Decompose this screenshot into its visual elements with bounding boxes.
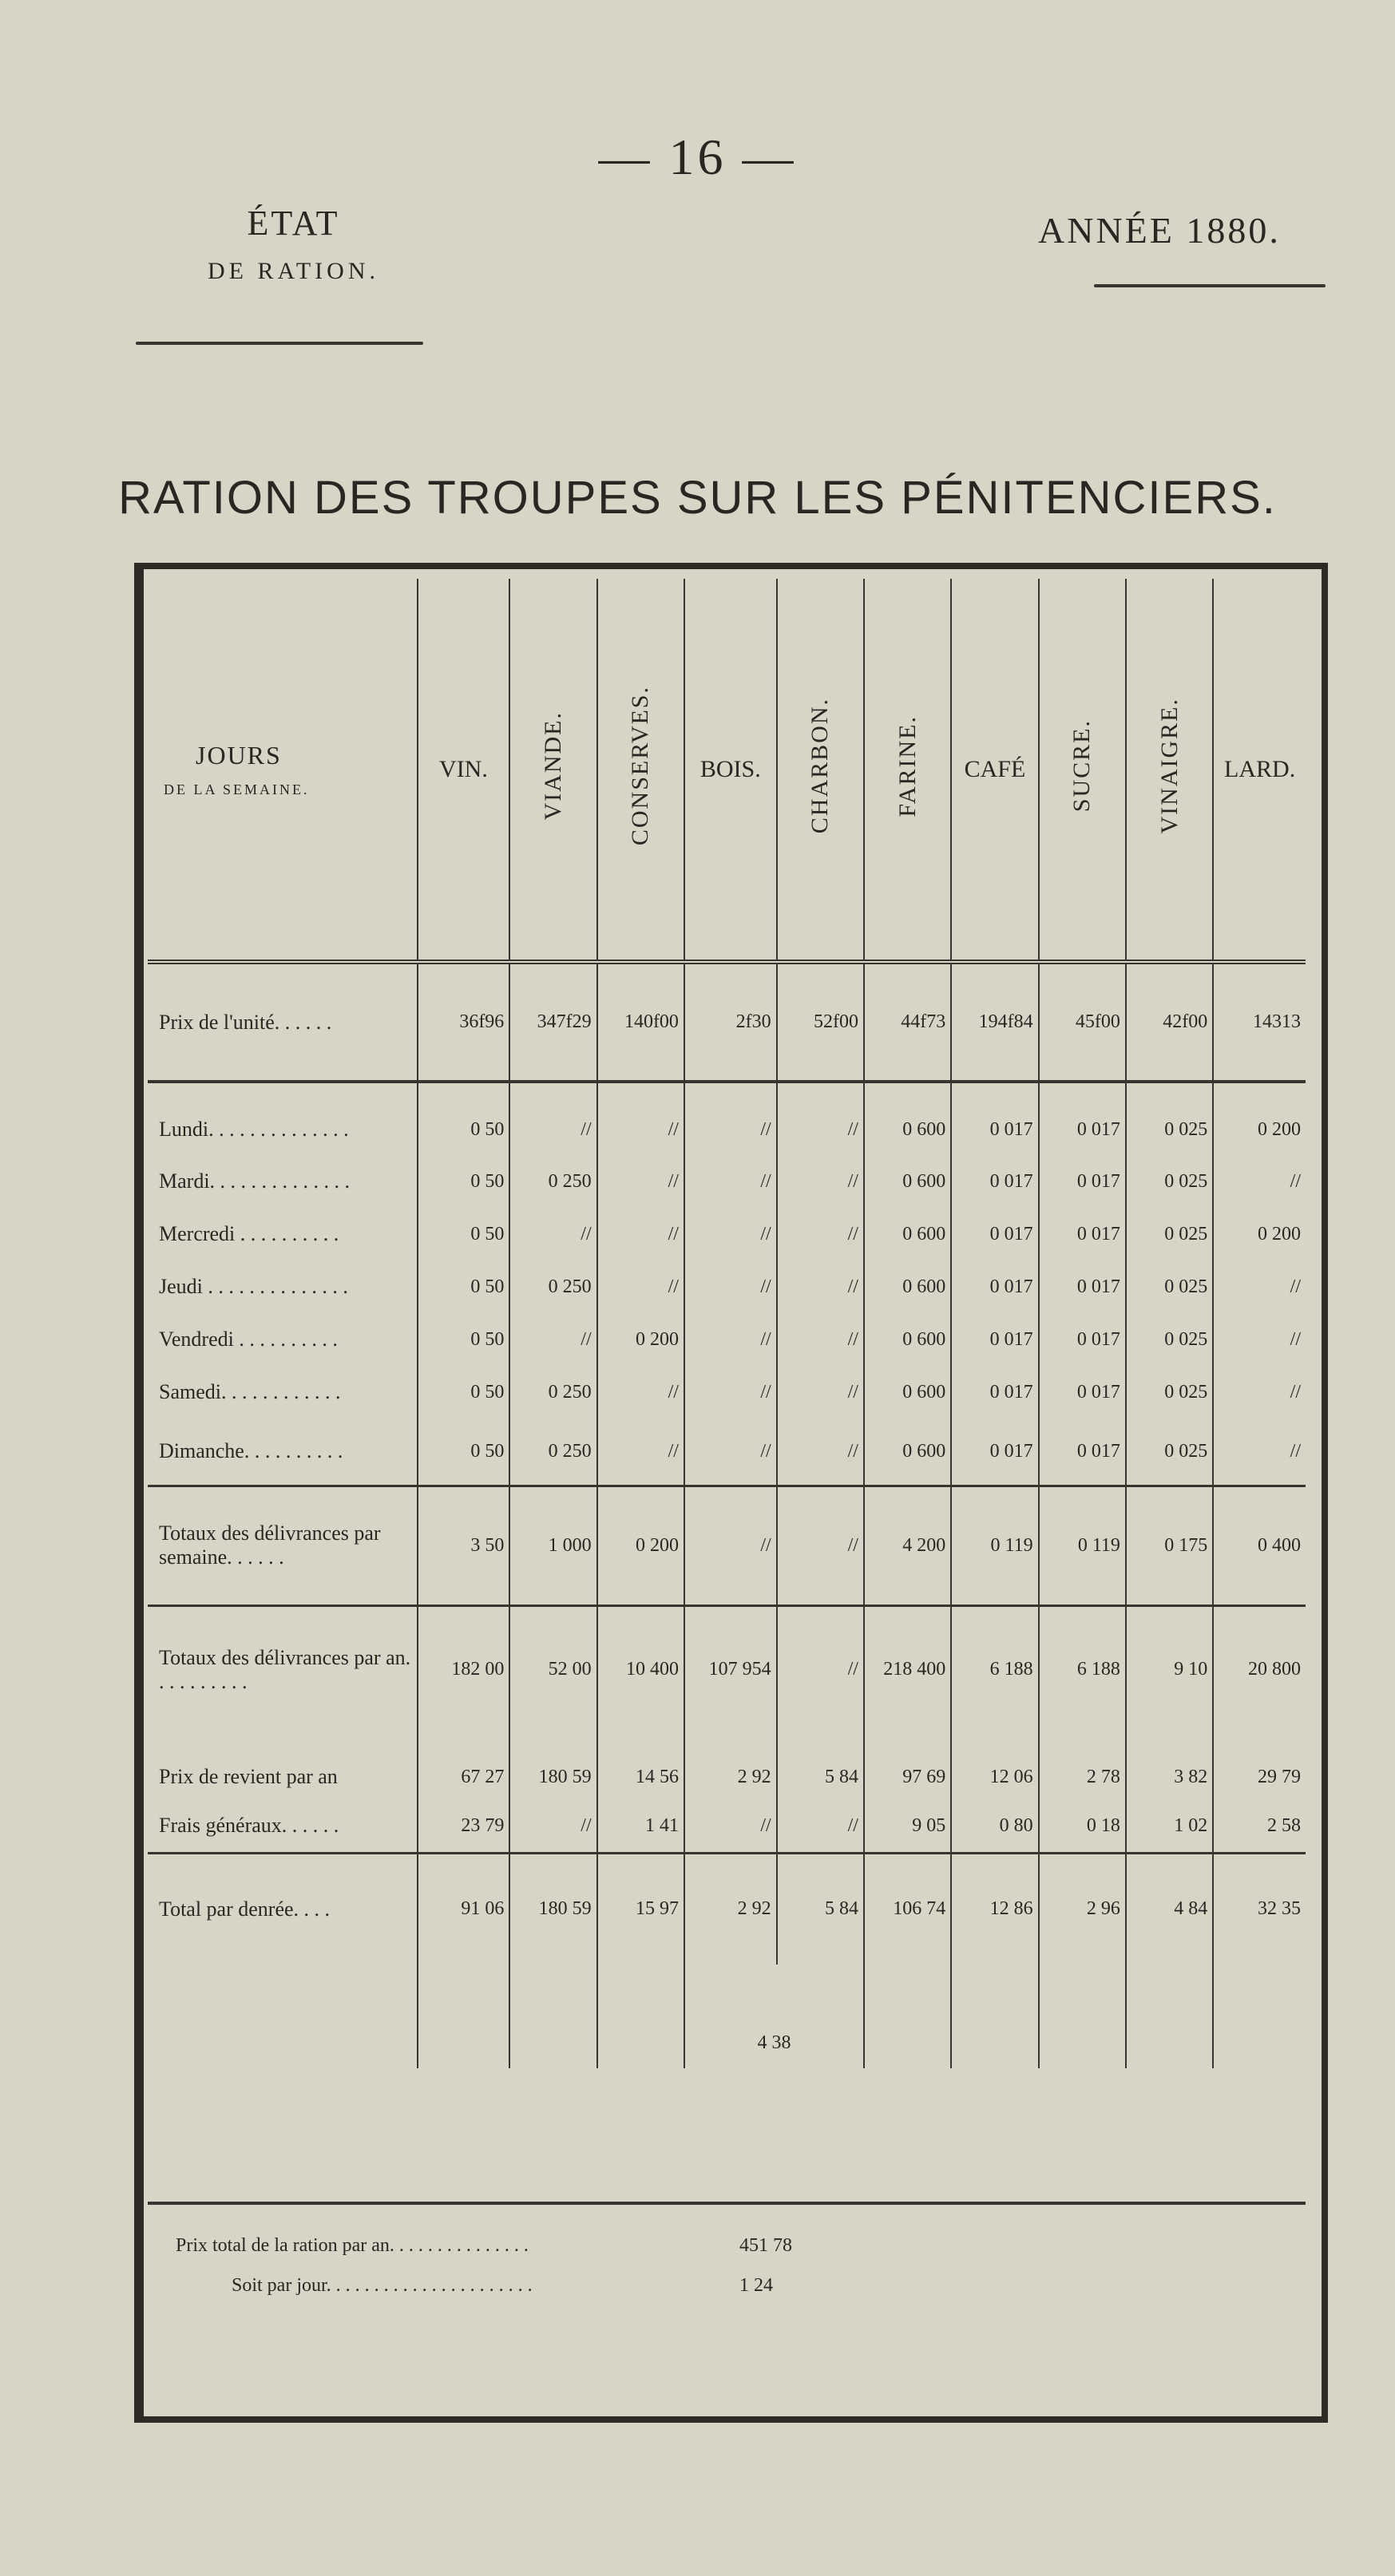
table-cell: //: [777, 1155, 864, 1208]
table-cell: //: [777, 1366, 864, 1419]
table-cell: //: [684, 1313, 777, 1366]
table-cell: //: [597, 1082, 684, 1155]
table-header-row: [148, 579, 1306, 962]
row-label: Mardi. . . . . . . . . . . . . .: [159, 1169, 351, 1193]
table-cell: 6 188: [1039, 1605, 1126, 1733]
row-label: Totaux des délivrances par semaine. . . . . .: [148, 1486, 418, 1605]
table-cell: 0 017: [1039, 1419, 1126, 1486]
table-row: [148, 1313, 1306, 1366]
table-cell: //: [509, 1800, 596, 1853]
table-cell: 0 175: [1126, 1486, 1213, 1605]
table-cell: 10 400: [597, 1605, 684, 1733]
table-row: [148, 1260, 1306, 1313]
table-cell: //: [777, 1260, 864, 1313]
table-cell: 12 06: [951, 1733, 1038, 1800]
table-cell: 0 017: [951, 1366, 1038, 1419]
table-cell: 12 86: [951, 1853, 1038, 1965]
table-cell: //: [777, 1486, 864, 1605]
table-row: [148, 1155, 1306, 1208]
table-cell: //: [509, 1313, 596, 1366]
table-cell: 0 50: [418, 1313, 510, 1366]
table-cell: 0 600: [864, 1366, 951, 1419]
summary-daily-value: 1 24: [739, 2275, 773, 2296]
table-cell: [1039, 1965, 1126, 2068]
table-cell: 0 250: [509, 1366, 596, 1419]
table-cell: 0 600: [864, 1208, 951, 1260]
table-cell: //: [777, 1082, 864, 1155]
table-cell: //: [777, 1208, 864, 1260]
row-label: Mercredi . . . . . . . . . .: [159, 1222, 339, 1245]
table-cell: 29 79: [1213, 1733, 1306, 1800]
table-cell: 0 200: [597, 1486, 684, 1605]
table-cell: 14313: [1213, 962, 1306, 1082]
table-row: [148, 1733, 1306, 1800]
etat-line1: ÉTAT: [247, 204, 340, 243]
table-cell: 0 200: [597, 1313, 684, 1366]
table-cell: [509, 1965, 596, 2068]
col-header-viande: VIANDE.: [509, 579, 596, 962]
table-row: [148, 1965, 1306, 2068]
table-cell: 42f00: [1126, 962, 1213, 1082]
annee-heading: ANNÉE 1880.: [1038, 210, 1281, 251]
table-cell: 91 06: [418, 1853, 510, 1965]
table-cell: 0 017: [1039, 1366, 1126, 1419]
table-cell: //: [1213, 1260, 1306, 1313]
table-cell: //: [684, 1486, 777, 1605]
semaine-header: DE LA SEMAINE.: [164, 781, 310, 797]
table-cell: 0 017: [951, 1313, 1038, 1366]
summary-annual-label: Prix total de la ration par an. . . . . . . . . . . . . . .: [176, 2235, 529, 2256]
table-cell: 20 800: [1213, 1605, 1306, 1733]
table-cell: //: [777, 1800, 864, 1853]
summary-daily: [232, 2275, 773, 2297]
table-cell: 2 78: [1039, 1733, 1126, 1800]
table-cell: 0 50: [418, 1155, 510, 1208]
table-cell: //: [777, 1419, 864, 1486]
table-cell: //: [597, 1260, 684, 1313]
table-cell: 0 025: [1126, 1313, 1213, 1366]
table-cell: 3 50: [418, 1486, 510, 1605]
table-cell: 0 600: [864, 1260, 951, 1313]
table-cell: //: [1213, 1155, 1306, 1208]
table-cell: [418, 1965, 510, 2068]
table-cell: 0 600: [864, 1313, 951, 1366]
table-cell: 0 017: [1039, 1260, 1126, 1313]
table-cell: [951, 1965, 1038, 2068]
summary-annual-value: 451 78: [739, 2235, 792, 2256]
table-cell: 0 250: [509, 1419, 596, 1486]
table-cell: 97 69: [864, 1733, 951, 1800]
table-cell: 14 56: [597, 1733, 684, 1800]
table-cell: 0 600: [864, 1419, 951, 1486]
summary-daily-label: Soit par jour. . . . . . . . . . . . . . . . . . . . . .: [232, 2275, 533, 2296]
table-cell: 2 92: [684, 1853, 777, 1965]
table-cell: 67 27: [418, 1733, 510, 1800]
table-row: [148, 962, 1306, 1082]
table-cell: [1126, 1965, 1213, 2068]
table-row: [148, 1419, 1306, 1486]
table-cell: 5 84: [777, 1853, 864, 1965]
table-cell: //: [777, 1605, 864, 1733]
table-row: [148, 1800, 1306, 1853]
table-cell: 5 84: [777, 1733, 864, 1800]
col-header-sucre: SUCRE.: [1039, 579, 1126, 962]
table-cell: 2 92: [684, 1733, 777, 1800]
table-cell: 0 017: [1039, 1155, 1126, 1208]
row-label: Samedi. . . . . . . . . . . .: [159, 1380, 341, 1403]
table-cell: 0 80: [951, 1800, 1038, 1853]
table-cell: 194f84: [951, 962, 1038, 1082]
row-label: Totaux des délivrances par an. . . . . . . . . .: [159, 1645, 411, 1693]
table-cell: //: [509, 1208, 596, 1260]
table-cell: 0 017: [1039, 1082, 1126, 1155]
row-label: Lundi. . . . . . . . . . . . . .: [159, 1118, 349, 1141]
table-cell: 0 400: [1213, 1486, 1306, 1605]
table-cell: 0 025: [1126, 1366, 1213, 1419]
table-cell: //: [597, 1419, 684, 1486]
annee-rule: [1094, 284, 1326, 287]
table-cell: 182 00: [418, 1605, 510, 1733]
table-cell: 4 84: [1126, 1853, 1213, 1965]
table-cell: 180 59: [509, 1853, 596, 1965]
table-cell: 0 119: [951, 1486, 1038, 1605]
col-header-lard: LARD.: [1213, 579, 1306, 962]
table-cell: 0 119: [1039, 1486, 1126, 1605]
table-cell: 0 017: [951, 1419, 1038, 1486]
table-cell: //: [597, 1155, 684, 1208]
table-bottom-rule: [148, 2202, 1306, 2205]
table-row: [148, 1605, 1306, 1733]
table-cell: 140f00: [597, 962, 684, 1082]
table-cell: //: [684, 1082, 777, 1155]
table-cell: 0 025: [1126, 1082, 1213, 1155]
table-cell: 23 79: [418, 1800, 510, 1853]
table-cell: 0 025: [1126, 1155, 1213, 1208]
jours-header: JOURS: [196, 740, 282, 770]
col-header-farine: FARINE.: [864, 579, 951, 962]
table-cell: //: [509, 1082, 596, 1155]
table-cell: 0 50: [418, 1208, 510, 1260]
table-cell: 0 025: [1126, 1260, 1213, 1313]
table-row: [148, 1486, 1306, 1605]
table-cell: 0 600: [864, 1155, 951, 1208]
table-cell: [597, 1965, 684, 2068]
table-cell: 0 017: [1039, 1313, 1126, 1366]
table-row: [148, 1082, 1306, 1155]
table-cell: 0 600: [864, 1082, 951, 1155]
row-label: Vendredi . . . . . . . . . .: [159, 1328, 338, 1351]
table-cell: 0 200: [1213, 1208, 1306, 1260]
table-cell: 1 41: [597, 1800, 684, 1853]
table-cell: //: [1213, 1419, 1306, 1486]
table-cell: 52 00: [509, 1605, 596, 1733]
row-label: Frais généraux. . . . . .: [148, 1800, 418, 1853]
table-cell: 0 025: [1126, 1208, 1213, 1260]
etat-rule: [136, 342, 423, 345]
summary-annual: [176, 2235, 792, 2257]
table-cell: 15 97: [597, 1853, 684, 1965]
col-header-conserves: CONSERVES.: [597, 579, 684, 962]
page-title: RATION DES TROUPES SUR LES PÉNITENCIERS.: [118, 472, 1277, 524]
ration-table: [148, 579, 1306, 2068]
table-cell: 45f00: [1039, 962, 1126, 1082]
table-row: [148, 1366, 1306, 1419]
col-header-vinaigre: VINAIGRE.: [1126, 579, 1213, 962]
table-cell: 347f29: [509, 962, 596, 1082]
col-header-bois: BOIS.: [684, 579, 777, 962]
etat-line2: DE RATION.: [208, 258, 379, 284]
table-cell: 0 200: [1213, 1082, 1306, 1155]
table-row: [148, 1208, 1306, 1260]
table-cell: //: [777, 1313, 864, 1366]
row-label: Dimanche. . . . . . . . . .: [148, 1419, 418, 1486]
table-cell: //: [1213, 1313, 1306, 1366]
table-cell: 32 35: [1213, 1853, 1306, 1965]
table-cell: 6 188: [951, 1605, 1038, 1733]
table-cell: 0 18: [1039, 1800, 1126, 1853]
table-cell: 1 000: [509, 1486, 596, 1605]
table-cell: 0 025: [1126, 1419, 1213, 1486]
table-cell: 107 954: [684, 1605, 777, 1733]
table-cell: 2 58: [1213, 1800, 1306, 1853]
table-cell: //: [684, 1419, 777, 1486]
table-cell: //: [684, 1800, 777, 1853]
table-cell: 0 017: [951, 1082, 1038, 1155]
table-cell: 0 017: [951, 1208, 1038, 1260]
table-cell: //: [684, 1366, 777, 1419]
row-label: Prix de revient par an: [159, 1765, 338, 1788]
table-cell: 1 02: [1126, 1800, 1213, 1853]
table-cell: 218 400: [864, 1605, 951, 1733]
table-cell: 36f96: [418, 962, 510, 1082]
table-cell: 2f30: [684, 962, 777, 1082]
table-cell: 0 250: [509, 1155, 596, 1208]
row-label: Total par denrée. . . .: [159, 1897, 331, 1921]
table-cell: 0 50: [418, 1366, 510, 1419]
bois-charbon-total: 4 38: [684, 1965, 864, 2068]
table-cell: 9 10: [1126, 1605, 1213, 1733]
col-header-cafe: CAFÉ: [951, 579, 1038, 962]
col-header-charbon: CHARBON.: [777, 579, 864, 962]
table-cell: //: [684, 1155, 777, 1208]
table-cell: 0 50: [418, 1419, 510, 1486]
table-cell: 52f00: [777, 962, 864, 1082]
row-label: Prix de l'unité. . . . . .: [148, 962, 418, 1082]
table-cell: 2 96: [1039, 1853, 1126, 1965]
table-cell: 3 82: [1126, 1733, 1213, 1800]
table-cell: //: [684, 1208, 777, 1260]
table-cell: //: [684, 1260, 777, 1313]
page-number: — 16 —: [598, 129, 797, 185]
table-cell: [148, 1965, 418, 2068]
table-cell: 0 50: [418, 1260, 510, 1313]
table-cell: [864, 1965, 951, 2068]
table-cell: 180 59: [509, 1733, 596, 1800]
table-cell: 44f73: [864, 962, 951, 1082]
table-cell: 106 74: [864, 1853, 951, 1965]
col-header-vin: VIN.: [418, 579, 510, 962]
table-cell: //: [1213, 1366, 1306, 1419]
table-cell: 0 250: [509, 1260, 596, 1313]
label-column-header: [148, 579, 418, 962]
table-cell: //: [597, 1366, 684, 1419]
table-cell: 0 50: [418, 1082, 510, 1155]
table-cell: [1213, 1965, 1306, 2068]
etat-heading: [208, 200, 379, 295]
table-cell: 9 05: [864, 1800, 951, 1853]
row-label: Jeudi . . . . . . . . . . . . . .: [159, 1275, 348, 1298]
table-cell: 0 017: [951, 1155, 1038, 1208]
table-cell: 0 017: [1039, 1208, 1126, 1260]
table-cell: //: [597, 1208, 684, 1260]
table-row: [148, 1853, 1306, 1965]
table-cell: 0 017: [951, 1260, 1038, 1313]
table-cell: 4 200: [864, 1486, 951, 1605]
